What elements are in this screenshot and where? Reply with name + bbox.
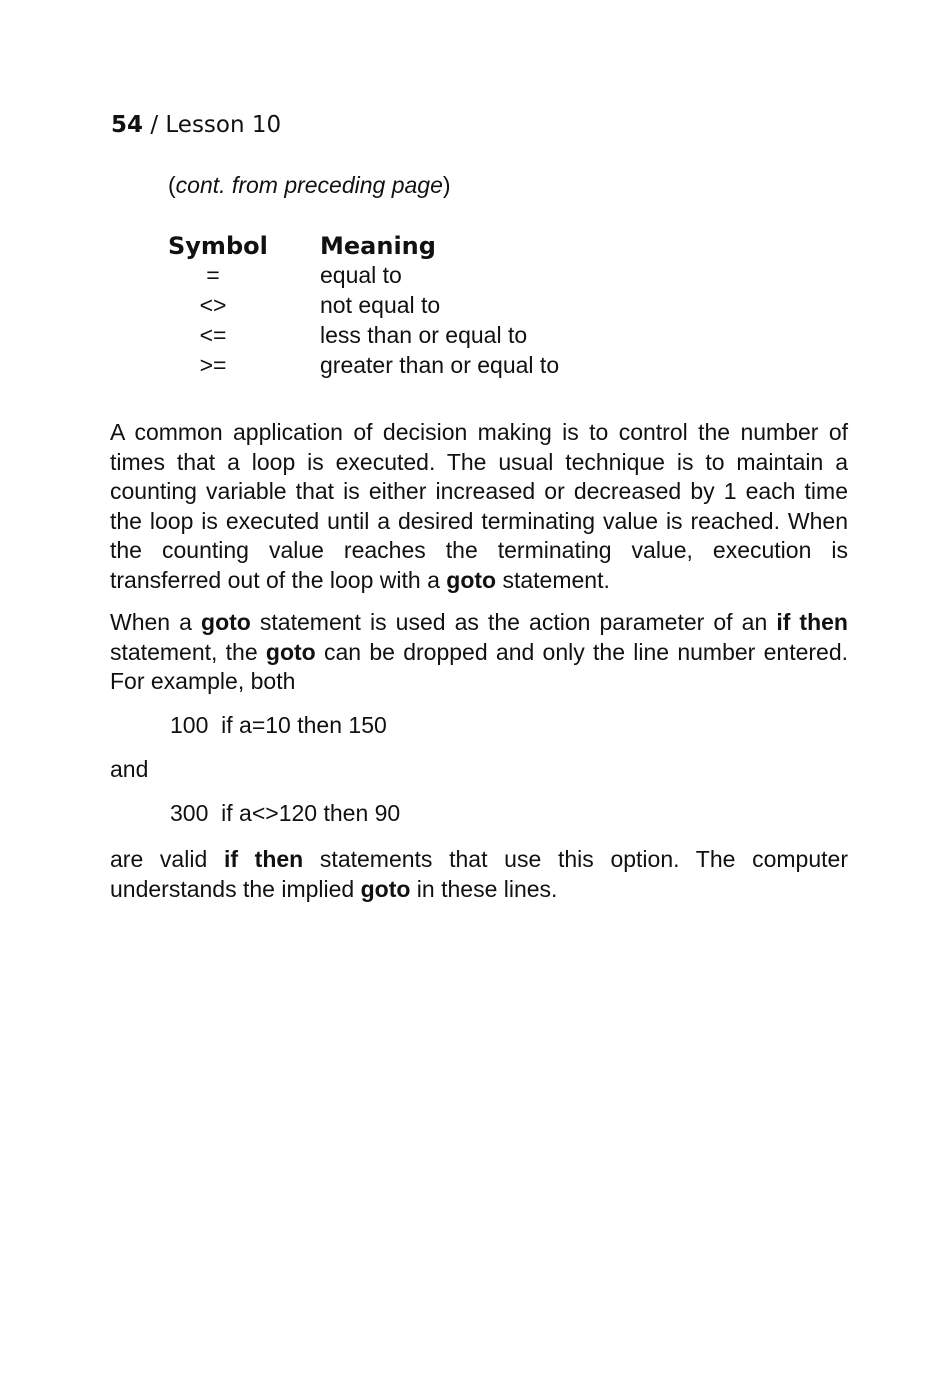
operator-table <box>168 232 559 382</box>
text-run: can be dropped and only the line number entered. For example, both <box>110 638 849 694</box>
paragraph-conclusion <box>110 845 848 904</box>
continuation-note <box>168 172 451 199</box>
section-title: Lesson 10 <box>165 112 282 138</box>
meaning-cell: greater than or equal to <box>320 352 560 378</box>
keyword-goto: goto <box>265 638 316 665</box>
text-run: statement is used as the action parameter of an <box>250 609 777 635</box>
table-header <box>168 232 559 262</box>
continuation-text: cont. from preceding page <box>175 172 443 198</box>
symbol-cell: >= <box>199 352 227 378</box>
keyword-goto: goto <box>360 875 411 902</box>
table-row <box>168 322 559 352</box>
header-separator: / <box>150 112 159 138</box>
meaning-header: Meaning <box>320 232 436 260</box>
table-row <box>168 352 559 382</box>
table-row <box>168 292 559 322</box>
paragraph-loop-control <box>110 418 848 595</box>
paren-close: ) <box>442 172 451 198</box>
meaning-cell: equal to <box>320 262 402 288</box>
keyword-if-then: if then <box>776 609 848 635</box>
text-run: When a <box>110 609 202 635</box>
page-number: 54 <box>111 112 144 138</box>
page-header <box>111 112 281 138</box>
paren-open: ( <box>168 172 176 198</box>
meaning-cell: less than or equal to <box>320 322 528 348</box>
keyword-if-then: if then <box>223 846 304 872</box>
keyword-goto: goto <box>446 566 497 593</box>
text-run: statements that use this option. The computer understands the implied <box>110 846 848 902</box>
conjunction-and: and <box>110 756 149 782</box>
text-run: statement. <box>496 566 610 593</box>
text-run: are valid <box>110 846 224 872</box>
code-example-2: 300 if a<>120 then 90 <box>170 800 401 826</box>
symbol-cell: <> <box>199 292 227 318</box>
symbol-cell: = <box>206 262 220 288</box>
symbol-cell: <= <box>199 322 227 348</box>
symbol-header: Symbol <box>168 232 268 260</box>
paragraph-implied-goto <box>110 608 848 697</box>
text-run: statement, the <box>110 638 266 665</box>
text-run: in these lines. <box>410 875 558 902</box>
keyword-goto: goto <box>201 609 251 635</box>
table-row <box>168 262 559 292</box>
meaning-cell: not equal to <box>320 292 441 318</box>
code-example-1: 100 if a=10 then 150 <box>170 712 387 738</box>
text-run: A common application of decision making is to control the number of times that a loop is executed. The usual technique is to maintain a counting variable that is either increased or decreased by 1 each time the loop is executed until a desired terminating value is reached. When the counting value reaches the terminating value, execution is transferred out of the loop with a <box>110 419 848 593</box>
